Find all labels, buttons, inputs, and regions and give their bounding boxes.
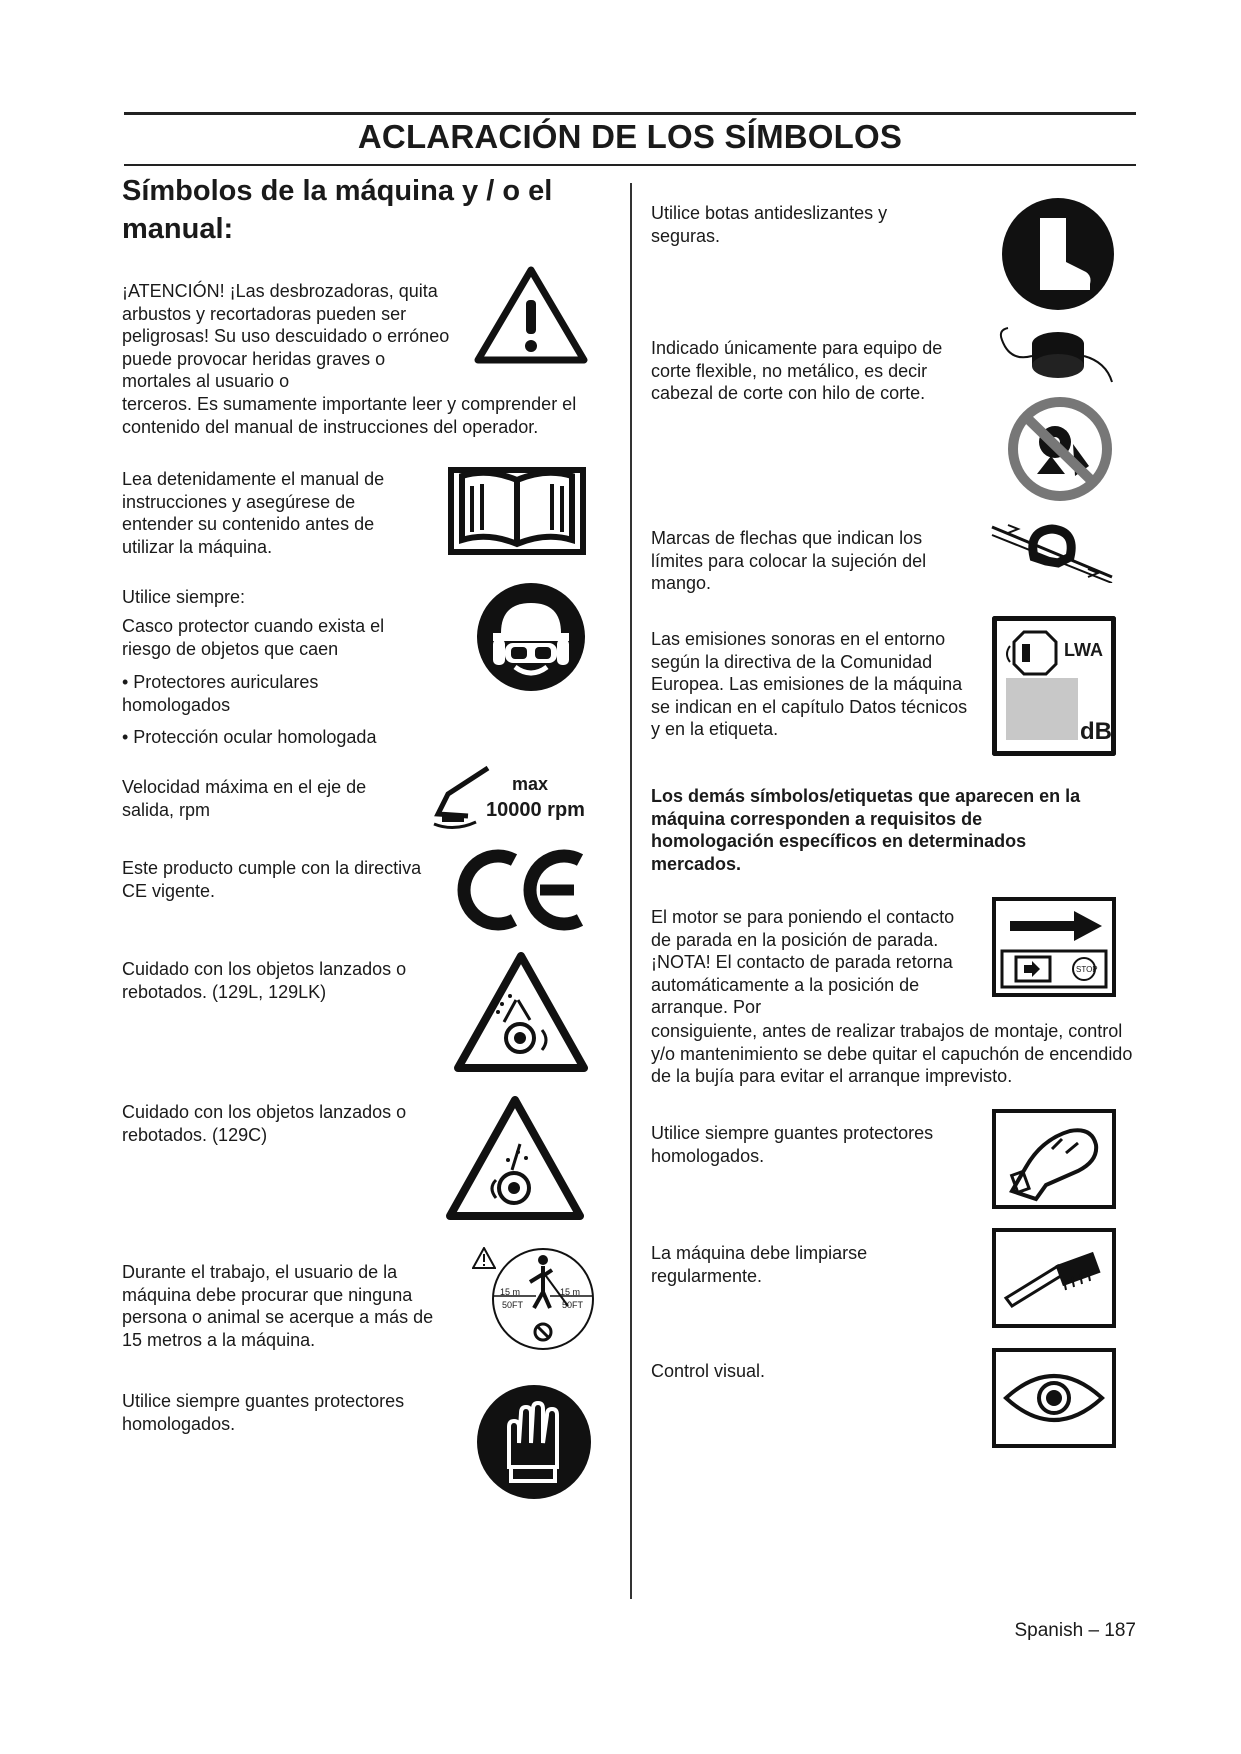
arrows-text: Marcas de flechas que indican los límites para colocar la sujeción del mango. (651, 528, 927, 593)
open-book-icon (448, 462, 586, 556)
speed-text: Velocidad máxima en el eje de salida, rpm (122, 777, 367, 820)
flexible-cutting-text: Indicado únicamente para equipo de corte flexible, no metálico, es decir cabezal de corte con hilo de corte. (651, 338, 943, 403)
visual-check-text: Control visual. (651, 1361, 766, 1381)
lwa-label: LWA (1064, 640, 1103, 660)
thrown-objects-text-2: Cuidado con los objetos lanzados o rebotados. (129C) (122, 1102, 407, 1145)
gloves-text-right: Utilice siempre guantes protectores homologados. (651, 1123, 934, 1166)
top-rule (124, 112, 1136, 115)
warning-text-long: terceros. Es sumamente importante leer y comprender el contenido del manual de instrucciones del operador. (122, 394, 577, 437)
stop-text-long: consiguiente, antes de realizar trabajos de montaje, control y/o mantenimiento se debe quitar el capuchón de encendido de la bujía para evitar el arranque imprevisto. (651, 1021, 1133, 1086)
safety-distance-icon (490, 1246, 596, 1352)
thrown-objects-warning-icon (454, 952, 588, 1072)
distance-right-ft: 50FT (562, 1300, 584, 1310)
page-number: Spanish – 187 (1014, 1620, 1136, 1641)
protection-eyes: • Protección ocular homologada (122, 727, 377, 747)
distance-left-m: 15 m (500, 1287, 521, 1297)
handle-arrow-marks-icon (988, 517, 1116, 583)
boots-icon (1000, 196, 1116, 312)
protective-glove-icon (992, 1109, 1116, 1209)
noise-text: Las emisiones sonoras en el entorno según la directiva de la Comunidad Europea. Las emisiones de la máquina se indican en el capítulo Datos técnicos y en la etiqueta. (651, 629, 968, 739)
distance-left-ft: 50FT (502, 1300, 524, 1310)
max-speed-rpm-label: 10000 rpm (486, 799, 585, 821)
db-label: dB (1080, 718, 1112, 745)
thrown-objects-text-1: Cuidado con los objetos lanzados o rebotados. (129L, 129LK) (122, 959, 407, 1002)
stop-switch-icon (992, 897, 1116, 997)
gloves-text-left: Utilice siempre guantes protectores homologados. (122, 1391, 405, 1434)
ce-text: Este producto cumple con la directiva CE vigente. (122, 858, 422, 901)
eye-icon (992, 1348, 1116, 1448)
distance-right-m: 15 m (560, 1287, 581, 1297)
gloves-icon (475, 1383, 593, 1501)
protection-intro: Utilice siempre: (122, 587, 246, 607)
brush-icon (992, 1228, 1116, 1328)
manual-text: Lea detenidamente el manual de instrucciones y asegúrese de entender su contenido antes de utilizar la máquina. (122, 469, 385, 557)
clean-text: La máquina debe limpiarse regularmente. (651, 1243, 868, 1286)
warning-text-short: ¡ATENCIÓN! ¡Las desbrozadoras, quita arbustos y recortadoras pueden ser peligrosas! Su uso descuidado o erróneo puede provocar heridas graves o mortales al usuario o (122, 281, 450, 391)
max-speed-max-label: max (512, 774, 549, 794)
thrown-objects-warning-icon-129c (446, 1096, 584, 1220)
protection-ears: • Protectores auriculares homologados (122, 672, 319, 715)
protection-helmet: Casco protector cuando exista el riesgo de objetos que caen (122, 616, 385, 659)
boots-text: Utilice botas antideslizantes y seguras. (651, 203, 888, 246)
section-subtitle: Símbolos de la máquina y / o el manual: (122, 175, 553, 245)
distance-text: Durante el trabajo, el usuario de la máquina debe procurar que ninguna persona o animal se acerque a más de 15 metros a la máquina. (122, 1262, 434, 1350)
warning-triangle-icon (474, 266, 588, 364)
ce-mark-icon (456, 848, 588, 932)
page-title: ACLARACIÓN DE LOS SÍMBOLOS (357, 118, 903, 155)
helmet-ear-eye-protection-icon (475, 581, 587, 693)
no-metal-blade-icon (1003, 396, 1117, 502)
title-rule (124, 164, 1136, 166)
stop-text-short: El motor se para poniendo el contacto de parada en la posición de parada. ¡NOTA! El contacto de parada retorna automáticamente a la posición de arranque. Por (651, 907, 955, 1017)
column-divider (630, 183, 632, 1599)
trimmer-head-icon (996, 322, 1116, 388)
other-symbols-note: Los demás símbolos/etiquetas que aparecen en la máquina corresponden a requisitos de homologación específicos en determinados mercados. (651, 786, 1081, 874)
stop-label: STOP (1076, 965, 1098, 974)
